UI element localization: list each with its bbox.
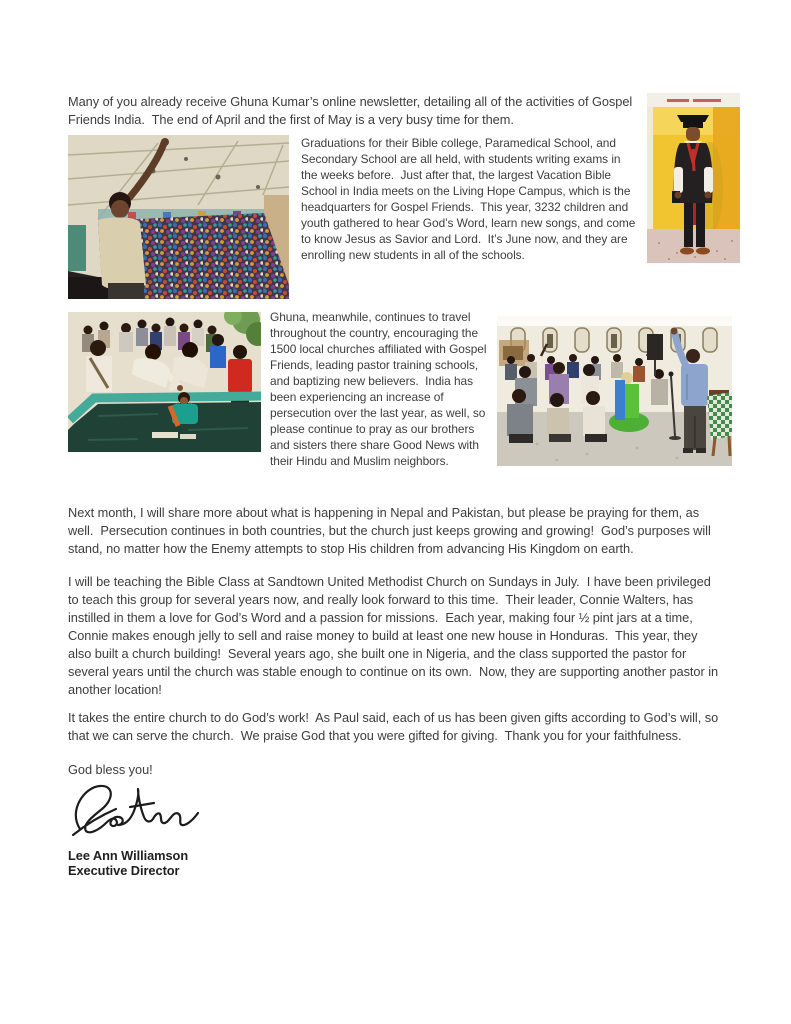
- graduation-photo-art: [647, 93, 740, 263]
- photo-graduation: [647, 93, 740, 263]
- photo-congregation: [497, 316, 732, 466]
- paragraph-nepal-pakistan: [68, 504, 740, 558]
- section-gospel-friends-india: [68, 93, 740, 303]
- closing-line: [68, 761, 740, 779]
- paragraph-intro: [68, 93, 740, 129]
- vbs-crowd-photo-art: [68, 135, 289, 299]
- signer-name: Lee Ann Williamson: [68, 848, 189, 863]
- paragraph-schools-text: Graduations for their Bible college, Paramedical School, and Secondary School are all held, with students writing exams in the weeks before. Just after that, the largest Vacation Bible School in India meets on the Living Hope Campus, which is the headquarters for Gospel Friends. This year, 3232 children and youth gathered to hear God’s Word, learn new songs, and come to know Jesus as Savior and Lord. It’s June now, and they are enrolling new students in all of the schools.: [301, 136, 639, 262]
- baptism-photo-art: [68, 312, 261, 452]
- handwritten-signature: [70, 781, 202, 837]
- signature-block: [70, 781, 740, 842]
- paragraph-nepal-pakistan-text: Next month, I will share more about what is happening in Nepal and Pakistan, but please be praying for them, as well. Persecution continues in both countries, but the church just keeps growing and growing! God’s purposes will stand, no matter how the Enemy attempts to stop His children from advancing His Kingdom on earth.: [68, 505, 715, 556]
- photo-baptism: [68, 312, 261, 452]
- paragraph-entire-church-text: It takes the entire church to do God’s work! As Paul said, each of us has been given gifts according to God’s will, so that we can serve the church. We praise God that you were gifted for giving. Thank you for your faithfulness.: [68, 710, 722, 743]
- paragraph-intro-text: Many of you already receive Ghuna Kumar’s online newsletter, detailing all of the activities of Gospel Friends India. The end of April and the first of May is a very busy time for them.: [68, 94, 636, 127]
- signer-identity: [68, 848, 740, 878]
- paragraph-entire-church: [68, 709, 740, 745]
- paragraph-schools: [68, 135, 740, 303]
- congregation-photo-art: [497, 316, 732, 466]
- paragraph-travel-baptism: [68, 309, 740, 472]
- photo-caption-red-text: [667, 99, 689, 102]
- signer-title: Executive Director: [68, 863, 180, 878]
- photo-vbs-crowd: [68, 135, 289, 299]
- paragraph-bible-class: [68, 573, 740, 699]
- closing-text: God bless you!: [68, 762, 153, 777]
- paragraph-bible-class-text: I will be teaching the Bible Class at Sandtown United Methodist Church on Sundays in July. I have been privileged to teach this group for several years now, and really look forward to this time. Their leader, Connie Walters, has instilled in them a love for God’s Word and a passion for missions. Each year, making four ½ pint jars at a time, Connie makes enough jelly to sell and raise money to build at least one new house in Honduras. This year, they also built a church building! Several years ago, she built one in Nigeria, and the class supported the pastor for several years until the church was stable enough to continue on its own. Now, they are supporting another pastor in another location!: [68, 574, 722, 697]
- paragraph-travel-text: Ghuna, meanwhile, continues to travel throughout the country, encouraging the 1500 local churches affiliated with Gospel Friends, leading pastor training schools, and baptizing new believers. India has been experiencing an increase of persecution over the last year, as well, so please continue to pray as our brothers and sisters there share Good News with their Hindu and Muslim neighbors.: [270, 310, 490, 468]
